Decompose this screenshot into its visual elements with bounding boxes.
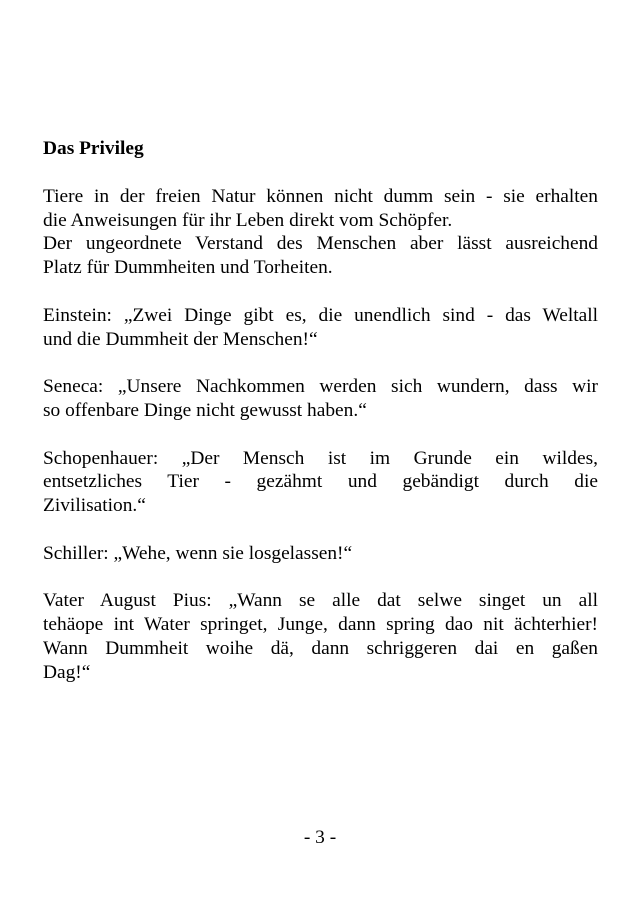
text-line: Tiere in der freien Natur können nicht dumm sein - sie erhalten bbox=[43, 185, 598, 207]
document-page bbox=[43, 137, 598, 708]
paragraph-intro bbox=[43, 185, 598, 280]
text-line: Einstein: „Zwei Dinge gibt es, die unendlich sind - das Weltall bbox=[43, 304, 598, 326]
text-line: Platz für Dummheiten und Torheiten. bbox=[43, 257, 333, 279]
text-line: entsetzliches Tier - gezähmt und gebändigt durch die bbox=[43, 471, 598, 493]
text-line: Zivilisation.“ bbox=[43, 495, 146, 517]
quote-vater-august-pius bbox=[43, 589, 598, 684]
text-line: Schopenhauer: „Der Mensch ist im Grunde ein wildes, bbox=[43, 447, 598, 469]
text-line: tehäope int Water springet, Junge, dann spring dao nit ächterhier! bbox=[43, 614, 598, 636]
quote-seneca bbox=[43, 375, 598, 423]
text-line: Dag!“ bbox=[43, 661, 91, 683]
page-number: - 3 - bbox=[303, 827, 337, 848]
text-line: Der ungeordnete Verstand des Menschen aber lässt ausreichend bbox=[43, 233, 598, 255]
text-line: Wann Dummheit woihe dä, dann schriggeren dai en gaßen bbox=[43, 637, 598, 659]
text-line: die Anweisungen für ihr Leben direkt vom Schöpfer. bbox=[43, 209, 453, 231]
page-title: Das Privileg bbox=[43, 138, 144, 159]
text-line: Schiller: „Wehe, wenn sie losgelassen!“ bbox=[43, 542, 353, 564]
text-line: so offenbare Dinge nicht gewusst haben.“ bbox=[43, 399, 367, 421]
quote-einstein bbox=[43, 304, 598, 352]
text-line: und die Dummheit der Menschen!“ bbox=[43, 328, 318, 350]
text-line: Vater August Pius: „Wann se alle dat selwe singet un all bbox=[43, 590, 598, 612]
quote-schopenhauer bbox=[43, 447, 598, 518]
text-line: Seneca: „Unsere Nachkommen werden sich wundern, dass wir bbox=[43, 376, 598, 398]
quote-schiller bbox=[43, 542, 598, 566]
